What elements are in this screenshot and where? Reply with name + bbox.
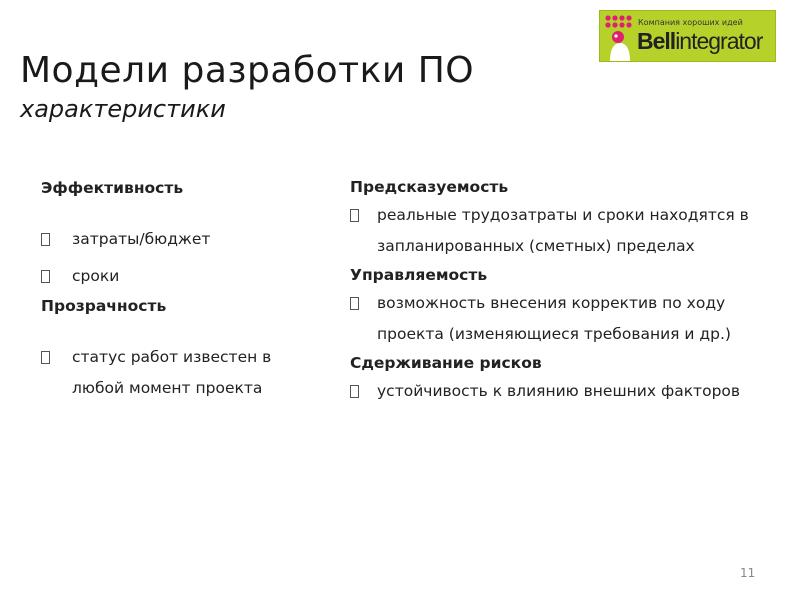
bullet-icon <box>350 297 359 310</box>
list-item <box>41 261 321 292</box>
logo-brand-bold: Bell <box>637 28 676 54</box>
bullet-icon <box>41 270 50 283</box>
logo-brand <box>637 28 762 55</box>
bellintegrator-logo <box>599 10 776 62</box>
section-heading: Эффективность <box>41 179 184 197</box>
list-item-text: сроки <box>72 267 120 285</box>
bullet-icon <box>41 351 50 364</box>
page-number: 11 <box>740 566 756 580</box>
list-item <box>350 200 775 262</box>
list-item <box>350 288 775 350</box>
list-item-text: реальные трудозатраты и сроки находятся в запланированных (сметных) пределах <box>377 206 749 255</box>
bullet-icon <box>350 385 359 398</box>
list-item <box>41 224 321 255</box>
logo-tagline: Компания хороших идей <box>638 18 743 27</box>
list-item <box>41 342 321 404</box>
slide-subtitle: характеристики <box>20 95 226 123</box>
section-heading: Предсказуемость <box>350 178 509 196</box>
list-item-text: статус работ известен в любой момент проекта <box>72 348 272 397</box>
list-item <box>350 376 775 407</box>
right-column <box>350 177 775 410</box>
bullet-icon <box>350 209 359 222</box>
section-heading: Сдерживание рисков <box>350 354 542 372</box>
slide-title: Модели разработки ПО <box>20 50 475 91</box>
list-item-text: устойчивость к влиянию внешних факторов <box>377 382 741 400</box>
section-heading: Прозрачность <box>41 297 167 315</box>
list-item-text: возможность внесения корректив по ходу проекта (изменяющиеся требования и др.) <box>377 294 731 343</box>
list-item-text: затраты/бюджет <box>72 230 211 248</box>
section-heading: Управляемость <box>350 266 488 284</box>
left-column <box>41 178 321 410</box>
bullet-icon <box>41 233 50 246</box>
logo-brand-regular: integrator <box>675 28 763 54</box>
logo-figure-icon <box>607 29 633 61</box>
